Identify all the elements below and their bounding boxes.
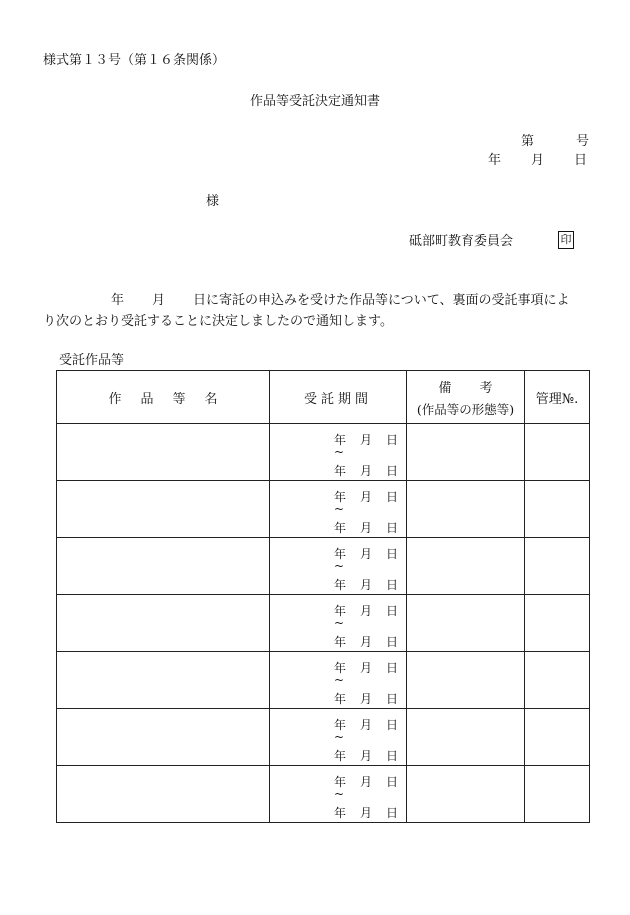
cell-management-no[interactable] [525, 538, 590, 595]
cell-period[interactable] [270, 424, 407, 481]
period-year: 年 [334, 433, 347, 447]
issue-date-line [488, 154, 587, 167]
table-caption: 受託作品等 [59, 353, 125, 368]
cell-remarks[interactable] [407, 424, 525, 481]
period-year: 年 [334, 547, 347, 561]
body-text-line-1 [111, 294, 570, 307]
cell-work-name[interactable] [57, 538, 270, 595]
document-number-line [521, 135, 589, 148]
period-day: 日 [386, 749, 399, 763]
entrusted-works-table [56, 370, 590, 823]
cell-period[interactable] [270, 481, 407, 538]
period-end-date [334, 462, 398, 479]
cell-work-name[interactable] [57, 709, 270, 766]
period-month: 月 [360, 749, 373, 763]
period-year: 年 [334, 692, 347, 706]
cell-remarks[interactable] [407, 595, 525, 652]
table-row [57, 481, 590, 538]
period-month: 月 [360, 775, 373, 789]
table-row [57, 538, 590, 595]
table-row [57, 766, 590, 823]
cell-period[interactable] [270, 538, 407, 595]
period-day: 日 [386, 635, 399, 649]
period-month: 月 [360, 635, 373, 649]
period-tilde: ~ [334, 445, 345, 459]
cell-remarks[interactable] [407, 538, 525, 595]
cell-management-no[interactable] [525, 766, 590, 823]
period-year: 年 [334, 578, 347, 592]
cell-period[interactable] [270, 709, 407, 766]
period-end-date [334, 747, 398, 764]
cell-remarks[interactable] [407, 709, 525, 766]
period-day: 日 [386, 521, 399, 535]
header-management-no: 管理№. [525, 371, 590, 424]
date-day: 日 [573, 153, 587, 168]
form-number: 様式第１３号（第１６条関係） [43, 53, 226, 68]
period-end-date [334, 519, 398, 536]
cell-management-no[interactable] [525, 481, 590, 538]
period-month: 月 [360, 547, 373, 561]
table-row [57, 709, 590, 766]
period-month: 月 [360, 521, 373, 535]
body-text-line-2: り次のとおり受託することに決定しましたので通知します。 [43, 314, 393, 329]
header-remarks-line1: 備考 [438, 380, 521, 396]
period-tilde: ~ [334, 673, 345, 687]
doc-number-dai: 第 [520, 134, 534, 149]
issuer-name: 砥部町教育委員会 [409, 234, 514, 249]
period-day: 日 [386, 661, 399, 675]
period-day: 日 [386, 433, 399, 447]
period-month: 月 [360, 578, 373, 592]
period-month: 月 [360, 604, 373, 618]
period-day: 日 [386, 604, 399, 618]
table-row [57, 424, 590, 481]
document-title: 作品等受託決定通知書 [249, 94, 380, 109]
cell-remarks[interactable] [407, 766, 525, 823]
cell-management-no[interactable] [525, 709, 590, 766]
period-year: 年 [334, 749, 347, 763]
cell-period[interactable] [270, 766, 407, 823]
period-month: 月 [360, 692, 373, 706]
period-day: 日 [386, 547, 399, 561]
table-row [57, 652, 590, 709]
period-day: 日 [386, 464, 399, 478]
period-tilde: ~ [334, 559, 345, 573]
cell-work-name[interactable] [57, 424, 270, 481]
period-month: 月 [360, 806, 373, 820]
period-year: 年 [334, 604, 347, 618]
period-month: 月 [360, 490, 373, 504]
cell-work-name[interactable] [57, 652, 270, 709]
period-end-date [334, 690, 398, 707]
period-day: 日 [386, 775, 399, 789]
period-month: 月 [360, 718, 373, 732]
seal-mark: 印 [558, 231, 574, 249]
body-line1-rest: 日に寄託の申込みを受けた作品等について、裏面の受託事項によ [193, 293, 570, 308]
cell-remarks[interactable] [407, 481, 525, 538]
period-tilde: ~ [334, 616, 345, 630]
period-tilde: ~ [334, 502, 345, 516]
period-day: 日 [386, 692, 399, 706]
period-month: 月 [360, 464, 373, 478]
table-header-row [57, 371, 590, 424]
table-row [57, 595, 590, 652]
period-month: 月 [360, 433, 373, 447]
period-end-date [334, 804, 398, 821]
period-month: 月 [360, 661, 373, 675]
cell-work-name[interactable] [57, 766, 270, 823]
date-month: 月 [530, 153, 544, 168]
header-work-name: 作品等名 [57, 371, 270, 424]
period-year: 年 [334, 521, 347, 535]
period-end-date [334, 576, 398, 593]
cell-work-name[interactable] [57, 481, 270, 538]
period-day: 日 [386, 718, 399, 732]
period-year: 年 [334, 775, 347, 789]
cell-period[interactable] [270, 652, 407, 709]
cell-period[interactable] [270, 595, 407, 652]
cell-management-no[interactable] [525, 424, 590, 481]
period-tilde: ~ [334, 730, 345, 744]
period-day: 日 [386, 578, 399, 592]
date-year: 年 [487, 153, 501, 168]
period-day: 日 [386, 490, 399, 504]
period-year: 年 [334, 490, 347, 504]
period-end-date [334, 633, 398, 650]
cell-work-name[interactable] [57, 595, 270, 652]
recipient-suffix: 様 [206, 194, 220, 209]
body-year: 年 [111, 293, 125, 308]
period-year: 年 [334, 635, 347, 649]
body-month: 月 [152, 293, 166, 308]
period-year: 年 [334, 718, 347, 732]
period-year: 年 [334, 806, 347, 820]
cell-management-no[interactable] [525, 652, 590, 709]
period-tilde: ~ [334, 787, 345, 801]
header-period: 受託期間 [270, 371, 407, 424]
period-day: 日 [386, 806, 399, 820]
doc-number-go: 号 [575, 134, 589, 149]
cell-remarks[interactable] [407, 652, 525, 709]
period-year: 年 [334, 661, 347, 675]
period-year: 年 [334, 464, 347, 478]
header-remarks-line2: (作品等の形態等) [416, 401, 515, 417]
header-remarks [407, 371, 525, 424]
cell-management-no[interactable] [525, 595, 590, 652]
